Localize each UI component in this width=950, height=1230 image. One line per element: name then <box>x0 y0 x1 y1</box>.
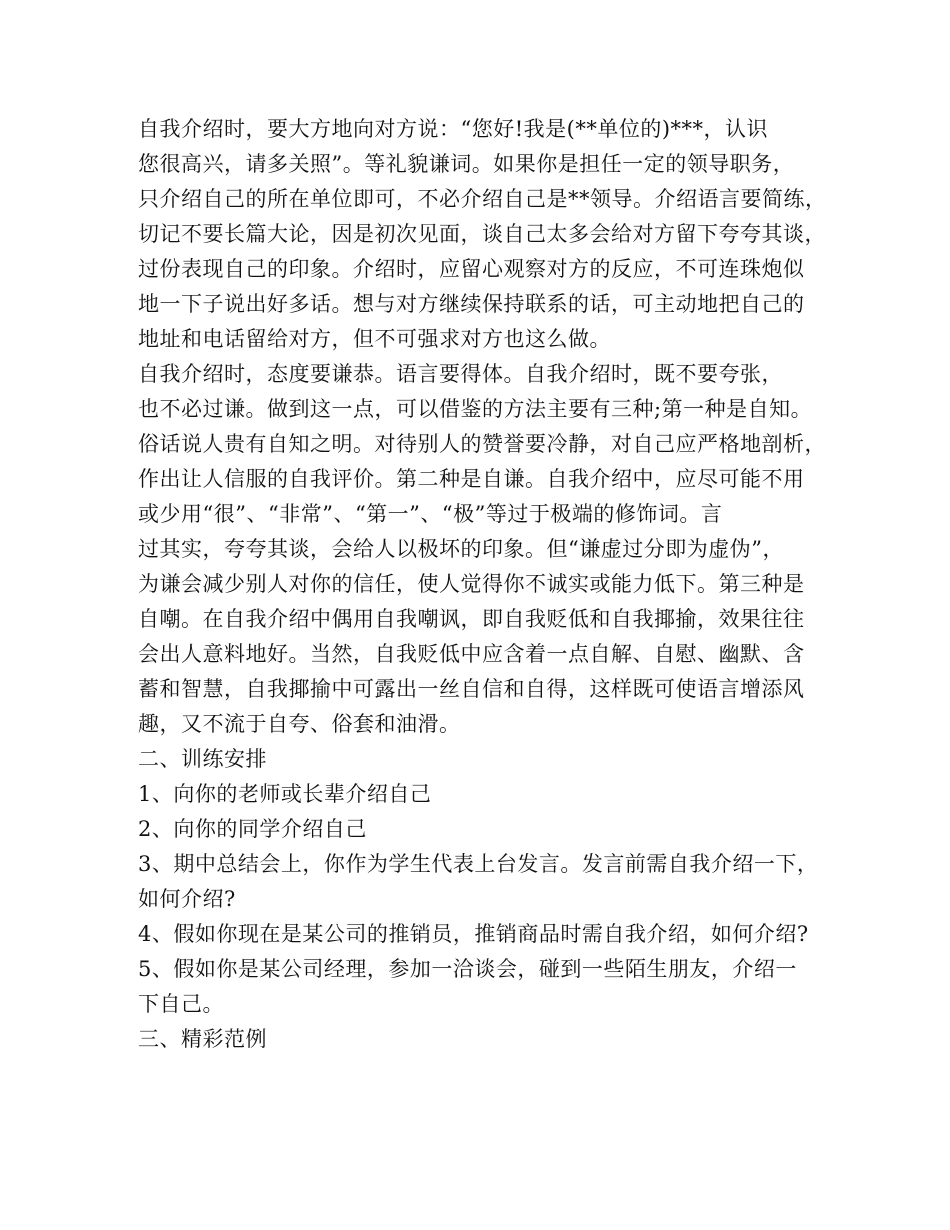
text-line: 为谦会减少别人对你的信任，使人觉得你不诚实或能力低下。第三种是 <box>138 572 805 596</box>
text-line: 只介绍自己的所在单位即可，不必介绍自己是**领导。介绍语言要简练， <box>138 187 827 211</box>
list-item: 4、假如你现在是某公司的推销员，推销商品时需自我介绍，如何介绍? <box>138 922 809 946</box>
document-body <box>138 112 838 1057</box>
list-item: 5、假如你是某公司经理，参加一洽谈会，碰到一些陌生朋友，介绍一 <box>138 957 797 981</box>
list-item: 1、向你的老师或长辈介绍自己 <box>138 782 432 806</box>
text-line: 地址和电话留给对方，但不可强求对方也这么做。 <box>138 327 611 351</box>
text-line: 俗话说人贵有自知之明。对待别人的赞誉要冷静，对自己应严格地剖析， <box>138 432 826 456</box>
text-line: 过份表现自己的印象。介绍时，应留心观察对方的反应，不可连珠炮似 <box>138 257 805 281</box>
list-item-continuation: 下自己。 <box>138 992 224 1016</box>
text-line: 地一下子说出好多话。想与对方继续保持联系的话，可主动地把自己的 <box>138 292 805 316</box>
text-line: 自我介绍时，要大方地向对方说：“您好!我是(**单位的)***，认识 <box>138 117 769 141</box>
text-line: 自嘲。在自我介绍中偶用自我嘲讽，即自我贬低和自我揶揄，效果往往 <box>138 607 805 631</box>
text-line: 过其实，夸夸其谈，会给人以极坏的印象。但“谦虚过分即为虚伪”， <box>138 537 784 561</box>
list-item: 2、向你的同学介绍自己 <box>138 817 367 841</box>
list-item-continuation: 如何介绍? <box>138 887 236 911</box>
text-line: 蓄和智慧，自我揶揄中可露出一丝自信和自得，这样既可使语言增添风 <box>138 677 805 701</box>
section-heading: 二、训练安排 <box>138 747 267 771</box>
list-item: 3、期中总结会上，你作为学生代表上台发言。发言前需自我介绍一下， <box>138 852 819 876</box>
text-line: 也不必过谦。做到这一点，可以借鉴的方法主要有三种;第一种是自知。 <box>138 397 813 421</box>
text-line: 您很高兴，请多关照”。等礼貌谦词。如果你是担任一定的领导职务， <box>138 152 795 176</box>
text-line: 作出让人信服的自我评价。第二种是自谦。自我介绍中，应尽可能不用 <box>138 467 805 491</box>
text-line: 会出人意料地好。当然，自我贬低中应含着一点自解、自慰、幽默、含 <box>138 642 805 666</box>
section-heading: 三、精彩范例 <box>138 1027 267 1051</box>
text-line: 或少用“很”、“非常”、“第一”、“极”等过于极端的修饰词。言 <box>138 502 723 526</box>
text-line: 趣，又不流于自夸、俗套和油滑。 <box>138 712 461 736</box>
text-line: 切记不要长篇大论，因是初次见面，谈自己太多会给对方留下夸夸其谈， <box>138 222 826 246</box>
text-line: 自我介绍时，态度要谦恭。语言要得体。自我介绍时，既不要夸张， <box>138 362 783 386</box>
